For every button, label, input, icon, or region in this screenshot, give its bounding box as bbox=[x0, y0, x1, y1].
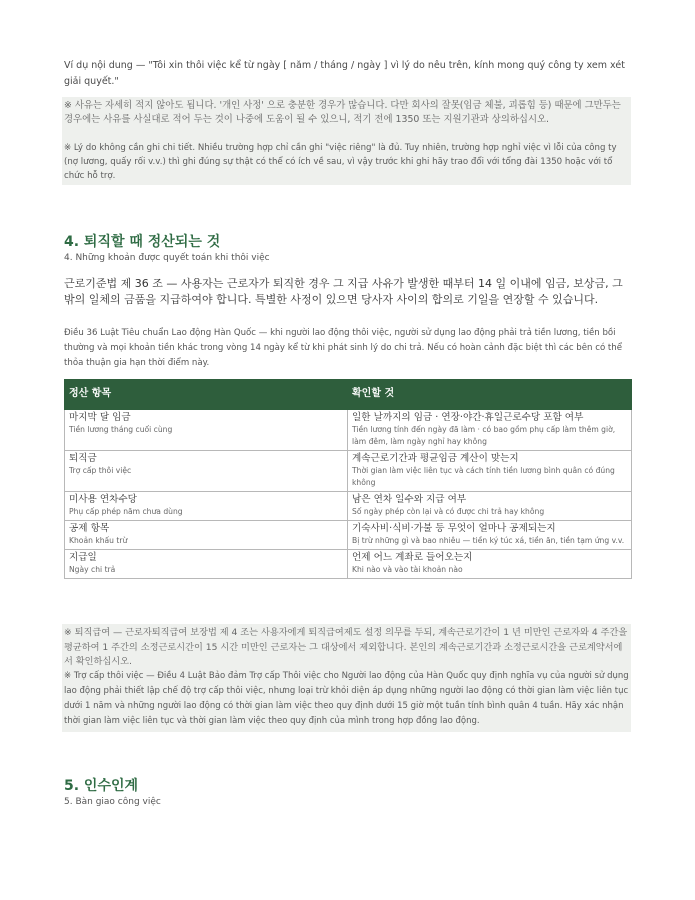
item-korean: 공제 항목 bbox=[69, 523, 110, 534]
item-korean: 퇴직금 bbox=[69, 453, 97, 464]
header-settlement-item: 정산 항목 bbox=[65, 380, 348, 410]
table-cell-check bbox=[348, 492, 632, 521]
severance-note-korean: ※ 퇴직급여 — 근로자퇴직급여 보장법 제 4 조는 사용자에게 퇴직급여제도 설정 의무를 두되, 계속근로기간이 1 년 미만인 근로자와 4 주간을 평균하여 1 주간의 소정근로시간이 15 시간 미만인 근로자는 그 대상에서 제외합니다. 본인의 계속근로기간과 소정근로시간을 근로계약서에서 확인하십시오. bbox=[64, 627, 628, 667]
check-korean: 일한 날까지의 임금 · 연장·야간·휴일근로수당 포함 여부 bbox=[352, 412, 584, 423]
item-korean: 미사용 연차수당 bbox=[69, 494, 137, 505]
table-row bbox=[65, 451, 632, 492]
check-vietnamese: Khi nào và vào tài khoản nào bbox=[352, 565, 463, 574]
check-korean: 계속근로기간과 평균임금 계산이 맞는지 bbox=[352, 453, 519, 464]
header-check-point: 확인할 것 bbox=[348, 380, 632, 410]
check-vietnamese: Bị trừ những gì và bao nhiêu — tiền ký túc xá, tiền ăn, tiền tạm ứng v.v. bbox=[352, 536, 625, 545]
severance-note-vietnamese: ※ Trợ cấp thôi việc — Điều 4 Luật Bảo đảm Trợ cấp Thôi việc cho Người lao động của Hàn Quốc quy định nghĩa vụ của người sử dụng lao động phải thiết lập chế độ trợ cấp thôi việc, nhưng loại trừ khỏi diện áp dụng những người lao động có thời gian làm việc liên tục dưới 1 năm và những người lao động có thời gian làm việc theo quy định dưới 15 giờ một tuần tính bình quân 4 tuần. Hãy xác nhận thời gian làm việc liên tục và thời gian làm việc theo quy định của mình trong hợp đồng lao động. bbox=[64, 671, 629, 726]
table-cell-check bbox=[348, 550, 632, 579]
table-cell-item bbox=[65, 521, 348, 550]
item-vietnamese: Ngày chi trả bbox=[69, 565, 116, 574]
item-vietnamese: Tiền lương tháng cuối cùng bbox=[69, 425, 173, 434]
section-4-title: 4. 퇴직할 때 정산되는 것 bbox=[64, 234, 221, 250]
table-row bbox=[65, 521, 632, 550]
resignation-example-text: Ví dụ nội dung — "Tôi xin thôi việc kể từ ngày [ năm / tháng / ngày ] vì lý do nêu trên, kính mong quý công ty xem xét giải quyết." bbox=[64, 60, 625, 87]
article-36-korean: 근로기준법 제 36 조 — 사용자는 근로자가 퇴직한 경우 그 지급 사유가 발생한 때부터 14 일 이내에 임금, 보상금, 그 밖의 일체의 금품을 지급하여야 합니다. 특별한 사정이 있으면 당사자 사이의 합의로 기일을 연장할 수 있습니다. bbox=[64, 277, 623, 306]
table-cell-check bbox=[348, 451, 632, 492]
check-vietnamese: Thời gian làm việc liên tục và cách tính tiền lương bình quân có đúng không bbox=[352, 466, 615, 487]
table-cell-item bbox=[65, 451, 348, 492]
table-cell-item bbox=[65, 410, 348, 451]
table-row bbox=[65, 492, 632, 521]
table-cell-item bbox=[65, 550, 348, 579]
check-korean: 남은 연차 일수와 지급 여부 bbox=[352, 494, 467, 505]
section-5-title: 5. 인수인계 bbox=[64, 778, 139, 794]
check-korean: 언제 어느 계좌로 들어오는지 bbox=[352, 552, 473, 563]
table-header-row bbox=[65, 380, 632, 410]
table-cell-check bbox=[348, 521, 632, 550]
item-vietnamese: Khoản khấu trừ bbox=[69, 536, 128, 545]
item-korean: 지급일 bbox=[69, 552, 97, 563]
table-row bbox=[65, 550, 632, 579]
article-36-vietnamese: Điều 36 Luật Tiêu chuẩn Lao động Hàn Quốc — khi người lao động thôi việc, người sử dụng lao động phải trả tiền lương, tiền bồi thường và mọi khoản tiền khác trong vòng 14 ngày kể từ khi phát sinh lý do chi trả. Nếu có hoàn cảnh đặc biệt thì các bên có thể thỏa thuận gia hạn thời điểm này. bbox=[64, 328, 623, 368]
section-4-subtitle: 4. Những khoản được quyết toán khi thôi việc bbox=[64, 253, 270, 263]
check-korean: 기숙사비·식비·가불 등 무엇이 얼마나 공제되는지 bbox=[352, 523, 556, 534]
item-korean: 마지막 달 임금 bbox=[69, 412, 131, 423]
note-korean: ※ 사유는 자세히 적지 않아도 됩니다. '개인 사정' 으로 충분한 경우가 많습니다. 다만 회사의 잘못(임금 체불, 괴롭힘 등) 때문에 그만두는 경우에는 사유를 사실대로 적어 두는 것이 나중에 도움이 될 수 있으니, 적기 전에 1350 또는 지원기관과 상의하십시오. bbox=[64, 100, 621, 125]
note-vietnamese: ※ Lý do không cần ghi chi tiết. Nhiều trường hợp chỉ cần ghi "việc riêng" là đủ. Tuy nhiên, trường hợp nghỉ việc vì lỗi của công ty (nợ lương, quấy rối v.v.) thì ghi đúng sự thật có thể có ích về sau, vì vậy trước khi ghi hãy trao đổi với tổng đài 1350 hoặc với tổ chức hỗ trợ. bbox=[64, 143, 617, 181]
item-vietnamese: Phụ cấp phép năm chưa dùng bbox=[69, 507, 183, 516]
settlement-table bbox=[64, 379, 632, 579]
item-vietnamese: Trợ cấp thôi việc bbox=[69, 466, 132, 475]
check-vietnamese: Số ngày phép còn lại và có được chi trả hay không bbox=[352, 507, 545, 516]
table-row bbox=[65, 410, 632, 451]
section-5-subtitle: 5. Bàn giao công việc bbox=[64, 797, 161, 807]
table-cell-check bbox=[348, 410, 632, 451]
table-cell-item bbox=[65, 492, 348, 521]
check-vietnamese: Tiền lương tính đến ngày đã làm · có bao gồm phụ cấp làm thêm giờ, làm đêm, làm ngày nghỉ hay không bbox=[352, 425, 616, 446]
